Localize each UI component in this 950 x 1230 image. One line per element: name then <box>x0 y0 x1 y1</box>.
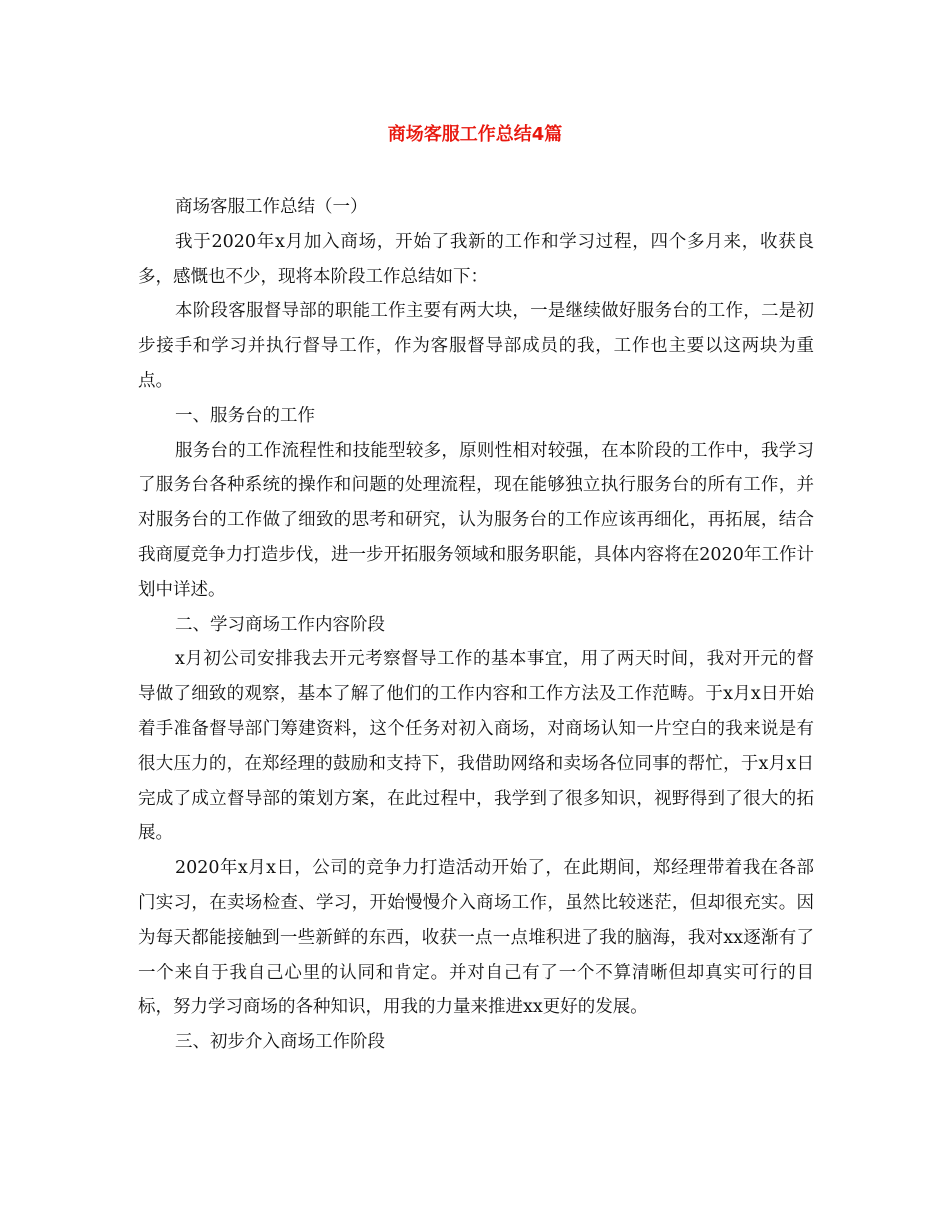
section-heading: 三、初步介入商场工作阶段 <box>175 1032 385 1053</box>
section-heading: 二、学习商场工作内容阶段 <box>175 614 385 635</box>
paragraph: x月初公司安排我去开元考察督导工作的基本事宜，用了两天时间，我对开元的督导做了细致的观察，基本了解了他们的工作内容和工作方法及工作范畴。于x月x日开始着手准备督导部门筹建资料，这个任务对初入商场，对商场认知一片空白的我来说是有很大压力的，在郑经理的鼓励和支持下，我借助网络和卖场各位同事的帮忙，于x月x日完成了成立督导部的策划方案，在此过程中，我学到了很多知识，视野得到了很大的拓展。 <box>138 649 814 844</box>
paragraph: 2020年x月x日，公司的竞争力打造活动开始了，在此期间，郑经理带着我在各部门实习，在卖场检查、学习，开始慢慢介入商场工作，虽然比较迷茫，但却很充实。因为每天都能接触到一些新鲜的东西，收获一点一点堆积进了我的脑海，我对xx逐渐有了一个来自于我自己心里的认同和肯定。并对自己有了一个不算清晰但却真实可行的目标，努力学习商场的各种知识，用我的力量来推进xx更好的发展。 <box>138 858 814 1018</box>
section-heading: 一、服务台的工作 <box>175 405 315 426</box>
paragraph: 服务台的工作流程性和技能型较多，原则性相对较强，在本阶段的工作中，我学习了服务台各种系统的操作和问题的处理流程，现在能够独立执行服务台的所有工作，并对服务台的工作做了细致的思考和研究，认为服务台的工作应该再细化，再拓展，结合我商厦竞争力打造步伐，进一步开拓服务领域和服务职能，具体内容将在2020年工作计划中详述。 <box>138 440 814 600</box>
paragraph: 我于2020年x月加入商场，开始了我新的工作和学习过程，四个多月来，收获良多，感慨也不少，现将本阶段工作总结如下： <box>138 231 814 287</box>
document-body <box>138 190 814 1060</box>
document-title: 商场客服工作总结4篇 <box>387 124 563 145</box>
section-heading: 商场客服工作总结（一） <box>175 197 368 217</box>
paragraph: 本阶段客服督导部的职能工作主要有两大块，一是继续做好服务台的工作，二是初步接手和学习并执行督导工作，作为客服督导部成员的我，工作也主要以这两块为重点。 <box>138 301 814 391</box>
